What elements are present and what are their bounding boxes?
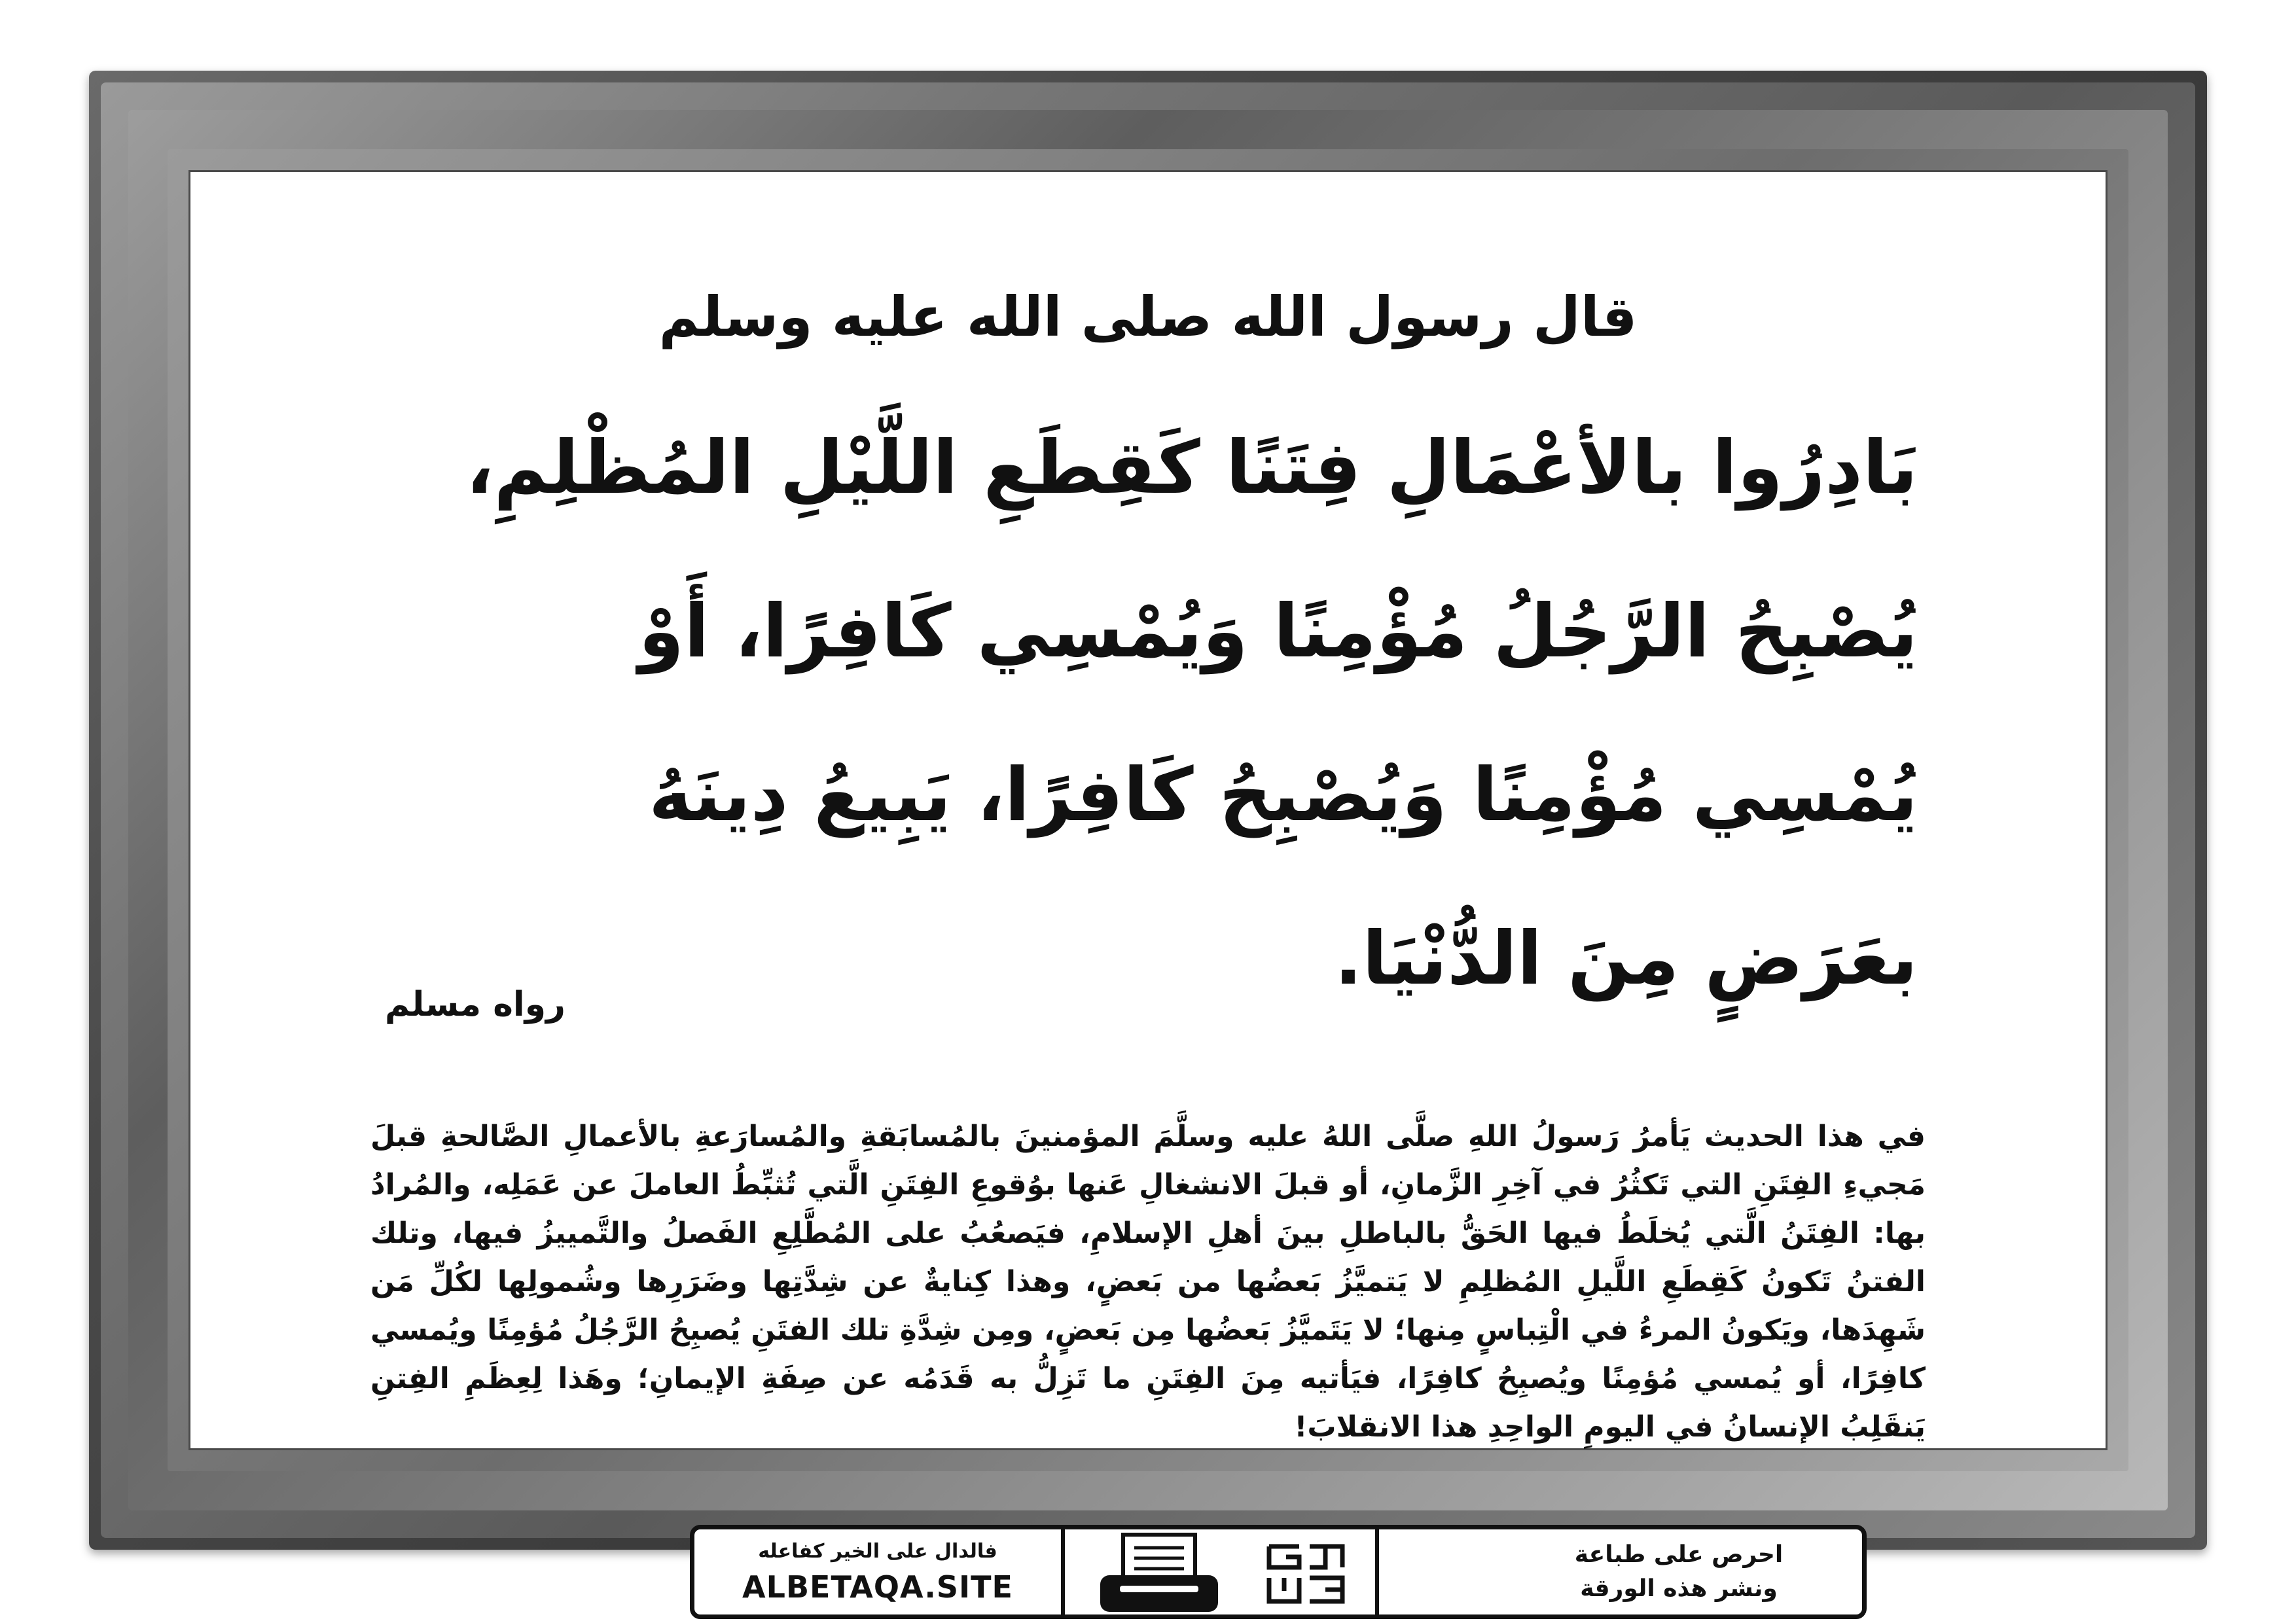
content-page	[188, 170, 2108, 1605]
footer-site-block	[694, 1529, 1061, 1614]
footer-slogan: فالدال على الخير كفاعله	[758, 1539, 997, 1563]
picture-frame	[89, 71, 2207, 1605]
dawat-alwaraqa-logo-icon	[1260, 1535, 1352, 1613]
footer-bar	[690, 1525, 1867, 1619]
hadith-line: بعَرَضٍ مِنَ الدُّنْيَا.	[1334, 916, 1918, 1001]
footer-call-block	[1496, 1529, 1862, 1614]
footer-call-line: احرص على طباعة	[1574, 1541, 1784, 1568]
page-title: قال رسول الله صلى الله عليه وسلم	[658, 285, 1638, 349]
footer-divider	[1375, 1529, 1379, 1614]
hadith-source: رواه مسلم	[385, 985, 565, 1024]
site-link[interactable]: ALBETAQA.SITE	[742, 1569, 1013, 1605]
hadith-line: يُصْبِحُ الرَّجُلُ مُؤْمِنًا وَيُمْسِي كَافِرًا، أَوْ	[638, 589, 1918, 674]
hadith-text	[365, 386, 1918, 1041]
hadith-line: بَادِرُوا بالأعْمَالِ فِتَنًا كَقِطَعِ اللَّيْلِ المُظْلِمِ،	[465, 425, 1918, 510]
explanation-paragraph: في هذا الحديث يَأمرُ رَسولُ اللهِ صلَّى اللهُ عليه وسلَّمَ المؤمنينَ بالمُسابَقةِ والمُسارَعةِ بالأعمالِ الصَّالحةِ قبلَ مَجيءِ الفِتَنِ التي تَكثُرُ في آخِرِ الزَّمانِ، أو قبلَ الانشغالِ عَنها بوُقوعِ الفِتَنِ الَّتي تُثبِّطُ العاملَ عن عَمَلِه، والمُرادُ بها: الفِتَنُ الَّتي يُخلَطُ فيها الحَقُّ بالباطلِ بينَ أهلِ الإسلامِ، فيَصعُبُ على المُطَّلِعِ الفَصلُ والتَّمييزُ فيها، وتلك الفتنُ تَكونُ كَقِطَعِ اللَّيلِ المُظلِمِ لا يَتميَّزُ بَعضُها من بَعضٍ، وهذا كِنايةٌ عن شِدَّتِها وضَرَرِها وشُمولِها لكُلِّ مَن شَهِدَها، ويَكونُ المرءُ في الْتِباسٍ مِنها؛ لا يَتَميَّزُ بَعضُها مِن بَعضٍ، ومِن شِدَّةِ تلك الفتَنِ يُصبِحُ الرَّجُلُ مُؤمِنًا ويُمسي كافِرًا، أو يُمسي مُؤمِنًا ويُصبِحُ كافِرًا، فيَأتيه مِنَ الفِتَنِ ما تَزِلُّ به قَدَمُه عن صِفَةِ الإيمانِ؛ وهَذا لِعِظَمِ الفِتنِ يَنقَلِبُ الإنسانُ في اليومِ الواحِدِ هذا الانقلابَ!	[370, 1120, 1926, 1444]
printer-icon	[1094, 1531, 1225, 1616]
footer-divider	[1061, 1529, 1065, 1614]
footer-call-line: ونشر هذه الورقة	[1580, 1575, 1778, 1602]
hadith-line: يُمْسِي مُؤْمِنًا وَيُصْبِحُ كَافِرًا، يَبِيعُ دِينَهُ	[649, 753, 1918, 838]
